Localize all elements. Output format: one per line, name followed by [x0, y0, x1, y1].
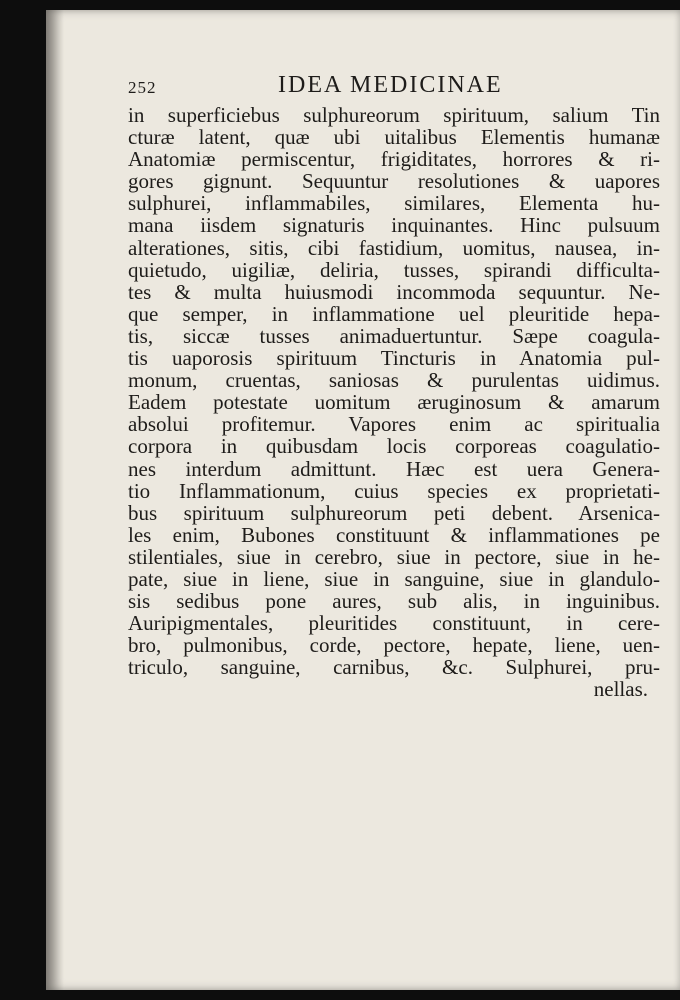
- text-line: que semper, in inflammatione uel pleuritide hepa-: [128, 301, 660, 326]
- text-line: les enim, Bubones constituunt & inflammationes pe: [128, 522, 660, 547]
- text-line: gores gignunt. Sequuntur resolutiones & uapores: [128, 169, 660, 194]
- text-line: nes interdum admittunt. Hæc est uera Genera-: [128, 456, 660, 481]
- text-line: Auripigmentales, pleuritides constituunt, in cere-: [128, 611, 660, 636]
- text-line: quietudo, uigiliæ, deliria, tusses, spirandi difficulta-: [128, 257, 660, 282]
- page-number: 252: [128, 78, 157, 97]
- text-line: pate, siue in liene, siue in sanguine, siue in glandulo-: [128, 566, 660, 591]
- text-line: bro, pulmonibus, corde, pectore, hepate, liene, uen-: [128, 633, 660, 658]
- running-title: IDEA MEDICINAE: [278, 72, 503, 98]
- page-header: [128, 72, 548, 104]
- text-line-catchword: nellas.: [593, 677, 648, 702]
- text-line: mana iisdem signaturis inquinantes. Hinc pulsuum: [128, 213, 660, 238]
- body-text: [128, 104, 660, 701]
- text-line: corpora in quibusdam locis corporeas coagulatio-: [128, 434, 660, 459]
- text-line: alterationes, sitis, cibi fastidium, uomitus, nausea, in-: [128, 235, 660, 260]
- text-line: triculo, sanguine, carnibus, &c. Sulphurei, pru-: [128, 655, 660, 680]
- text-line: monum, cruentas, saniosas & purulentas uidimus.: [128, 368, 660, 393]
- text-line: sis sedibus pone aures, sub alis, in inguinibus.: [128, 589, 660, 614]
- text-line: sulphurei, inflammabiles, similares, Elementa hu-: [128, 191, 660, 216]
- text-line: in superficiebus sulphureorum spirituum, salium Tin: [128, 103, 660, 127]
- text-line: bus spirituum sulphureorum peti debent. Arsenica-: [128, 500, 660, 525]
- text-line: tio Inflammationum, cuius species ex proprietati-: [128, 478, 660, 503]
- text-line: absolui profitemur. Vapores enim ac spiritualia: [128, 412, 660, 437]
- text-line: Anatomiæ permiscentur, frigiditates, horrores & ri-: [128, 147, 660, 172]
- text-line: cturæ latent, quæ ubi uitalibus Elementis humanæ: [128, 125, 660, 150]
- text-line: stilentiales, siue in cerebro, siue in pectore, siue in he-: [128, 544, 660, 569]
- text-line: tes & multa huiusmodi incommoda sequuntur. Ne-: [128, 279, 660, 304]
- text-line: Eadem potestate uomitum æruginosum & amarum: [128, 390, 660, 415]
- gutter-shadow: [46, 10, 64, 990]
- text-line: tis, siccæ tusses animaduertuntur. Sæpe coagula-: [128, 323, 660, 348]
- text-line: tis uaporosis spirituum Tincturis in Anatomia pul-: [128, 346, 660, 371]
